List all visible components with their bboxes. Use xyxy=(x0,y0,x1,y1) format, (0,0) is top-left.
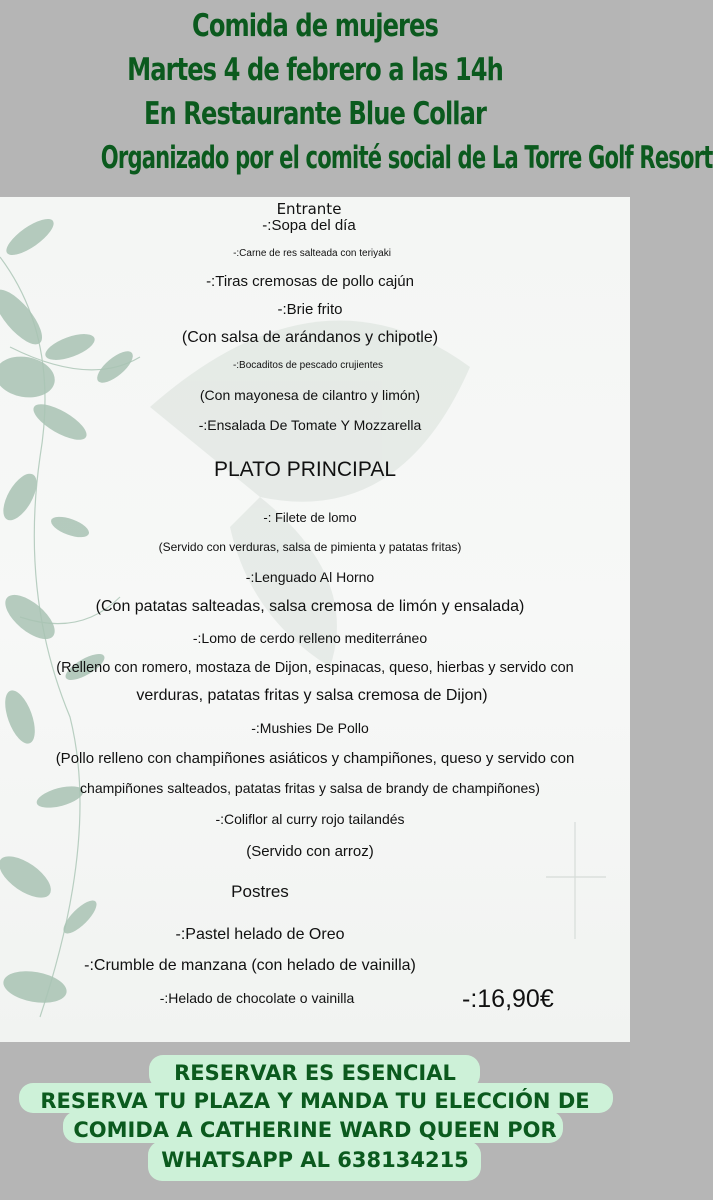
menu-item-description: (Con salsa de arándanos y chipotle) xyxy=(181,329,439,346)
footer-instructions: RESERVA TU PLAZA Y MANDA TU ELECCIÓN DE xyxy=(40,1089,590,1113)
menu-item-description: (Servido con verduras, salsa de pimienta y patatas fritas) xyxy=(158,540,462,554)
menu-item: -:Pastel helado de Oreo xyxy=(175,926,345,943)
price: -:16,90€ xyxy=(462,985,554,1013)
section-postres-title: Postres xyxy=(231,882,289,901)
section-entrante-title: Entrante xyxy=(276,200,342,218)
menu-item: -:Tiras cremosas de pollo cajún xyxy=(206,273,414,290)
menu-item: -:Brie frito xyxy=(277,301,343,318)
menu-item: -:Carne de res salteada con teriyaki xyxy=(233,248,391,259)
section-principal-title: PLATO PRINCIPAL xyxy=(213,458,397,481)
footer xyxy=(0,1042,630,1200)
event-title: Comida de mujeres xyxy=(192,8,438,44)
footer-contact: WHATSAPP AL 638134215 xyxy=(161,1148,469,1172)
menu-item: -:Lomo de cerdo relleno mediterráneo xyxy=(192,630,428,646)
eucalyptus-leaves-decoration xyxy=(0,197,630,1042)
menu-item: -:Sopa del día xyxy=(262,217,356,234)
menu-item: -:Coliflor al curry rojo tailandés xyxy=(215,811,405,827)
footer-instructions: COMIDA A CATHERINE WARD QUEEN POR xyxy=(73,1118,557,1142)
menu-item: -:Mushies De Pollo xyxy=(251,720,369,736)
menu-item-description: (Servido con arroz) xyxy=(246,843,374,860)
event-date: Martes 4 de febrero a las 14h xyxy=(127,52,503,88)
menu-card xyxy=(0,197,630,1042)
menu-item-description: verduras, patatas fritas y salsa cremosa de Dijon) xyxy=(136,687,488,704)
footer-booking-notice: RESERVAR ES ESENCIAL xyxy=(174,1061,456,1085)
menu-item-description: (Con patatas salteadas, salsa cremosa de limón y ensalada) xyxy=(95,598,525,615)
event-organizer: Organizado por el comité social de La Torre Golf Resort xyxy=(100,140,713,176)
menu-item-description: champiñones salteados, patatas fritas y salsa de brandy de champiñones) xyxy=(80,780,540,796)
menu-item-description: (Relleno con romero, mostaza de Dijon, espinacas, queso, hierbas y servido con xyxy=(56,660,574,676)
menu-item: -:Lenguado Al Horno xyxy=(245,569,375,585)
header xyxy=(0,0,713,196)
menu-item: -:Helado de chocolate o vainilla xyxy=(159,990,355,1006)
menu-item: -:Crumble de manzana (con helado de vainilla) xyxy=(84,957,416,974)
menu-item-description: (Pollo relleno con champiñones asiáticos y champiñones, queso y servido con xyxy=(55,750,575,767)
menu-item: -:Ensalada De Tomate Y Mozzarella xyxy=(198,417,422,433)
cross-icon xyxy=(546,822,606,939)
menu-item-description: (Con mayonesa de cilantro y limón) xyxy=(199,387,421,403)
menu-item: -: Filete de lomo xyxy=(263,510,357,525)
event-venue: En Restaurante Blue Collar xyxy=(143,96,487,132)
menu-item: -:Bocaditos de pescado crujientes xyxy=(232,360,384,371)
